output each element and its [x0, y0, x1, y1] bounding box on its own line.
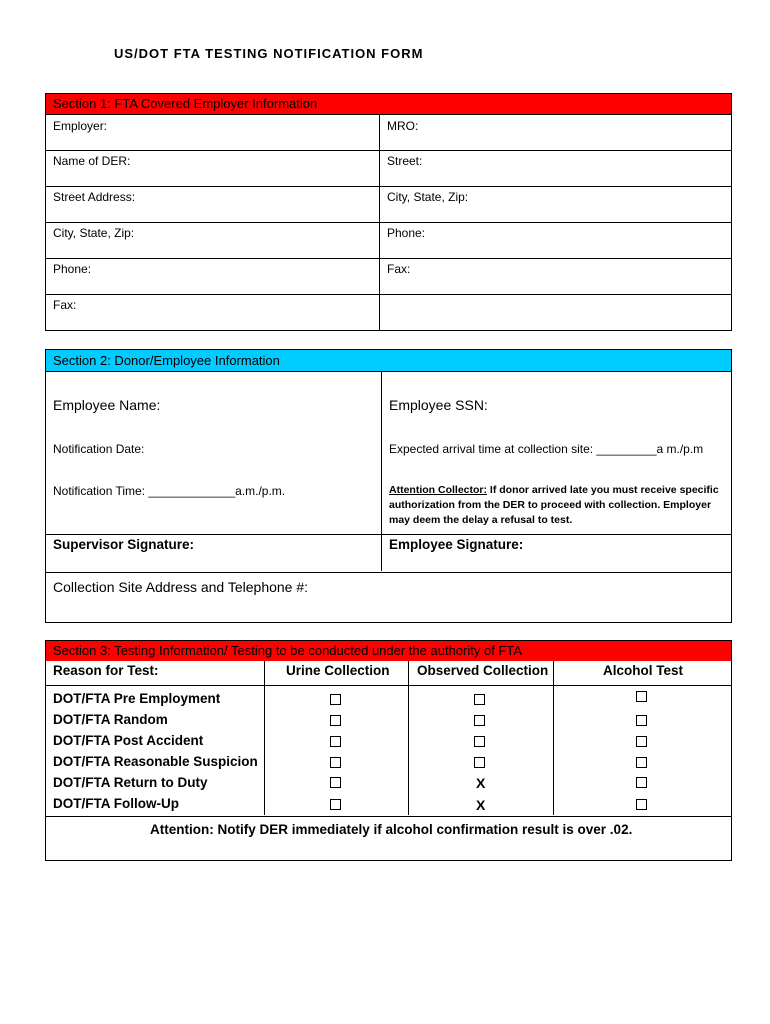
employee-ssn-field[interactable]: Employee SSN:	[389, 397, 488, 413]
attention-collector-note	[389, 483, 727, 528]
attention-collector-label: Attention Collector:	[389, 484, 487, 496]
col-urine: Urine Collection	[286, 663, 390, 678]
mro-field[interactable]: MRO:	[387, 119, 419, 133]
checkbox-observed-reasonable-suspicion[interactable]	[474, 757, 485, 768]
checkbox-observed-random[interactable]	[474, 715, 485, 726]
section3-col-line	[264, 661, 265, 815]
reason-follow-up: DOT/FTA Follow-Up	[53, 796, 179, 811]
reason-random: DOT/FTA Random	[53, 712, 168, 727]
employer-phone-field[interactable]: Phone:	[53, 262, 92, 276]
checkbox-urine-pre-employment[interactable]	[330, 694, 341, 705]
checkbox-urine-follow-up[interactable]	[330, 799, 341, 810]
expected-arrival-field[interactable]: Expected arrival time at collection site: _________a m./p.m	[389, 442, 704, 456]
checkbox-urine-random[interactable]	[330, 715, 341, 726]
checkbox-alcohol-follow-up[interactable]	[636, 799, 647, 810]
attention-collector-text: If donor arrived late you must receive specific authorization from the DER to proceed with collection. Employer may deem the delay a refusal to test.	[389, 484, 719, 526]
reason-reasonable-suspicion: DOT/FTA Reasonable Suspicion	[53, 754, 258, 769]
checkbox-alcohol-return-to-duty[interactable]	[636, 777, 647, 788]
reason-return-to-duty: DOT/FTA Return to Duty	[53, 775, 208, 790]
col-reason: Reason for Test:	[53, 663, 159, 678]
section2-donor-info	[45, 349, 732, 623]
col-alcohol: Alcohol Test	[603, 663, 684, 678]
checkbox-observed-post-accident[interactable]	[474, 736, 485, 747]
section2-row-site	[46, 534, 731, 535]
supervisor-signature-field[interactable]: Supervisor Signature:	[53, 537, 195, 552]
checkbox-observed-pre-employment[interactable]	[474, 694, 485, 705]
section1-header: Section 1: FTA Covered Employer Information	[46, 94, 731, 115]
section2-header: Section 2: Donor/Employee Information	[46, 350, 731, 372]
section3-col-line	[408, 661, 409, 815]
notification-time-field[interactable]: Notification Time: _____________a.m./p.m.	[53, 484, 286, 498]
mro-street-field[interactable]: Street:	[387, 154, 423, 168]
checkbox-alcohol-random[interactable]	[636, 715, 647, 726]
section1-divider	[379, 115, 380, 330]
employer-field[interactable]: Employer:	[53, 119, 108, 133]
employer-street-field[interactable]: Street Address:	[53, 190, 136, 204]
section3-col-line	[553, 661, 554, 815]
checkbox-urine-post-accident[interactable]	[330, 736, 341, 747]
employer-fax-field[interactable]: Fax:	[53, 298, 77, 312]
section3-testing-info	[45, 640, 732, 861]
der-name-field[interactable]: Name of DER:	[53, 154, 131, 168]
employee-name-field[interactable]: Employee Name:	[53, 397, 161, 413]
col-observed: Observed Collection	[417, 663, 549, 678]
checkbox-alcohol-reasonable-suspicion[interactable]	[636, 757, 647, 768]
reason-pre-employment: DOT/FTA Pre Employment	[53, 691, 221, 706]
checkbox-urine-reasonable-suspicion[interactable]	[330, 757, 341, 768]
mro-city-field[interactable]: City, State, Zip:	[387, 190, 469, 204]
checkbox-urine-return-to-duty[interactable]	[330, 777, 341, 788]
observed-return-to-duty-x: X	[476, 775, 486, 791]
section1-employer-info	[45, 93, 732, 331]
reason-post-accident: DOT/FTA Post Accident	[53, 733, 204, 748]
alcohol-attention-note: Attention: Notify DER immediately if alcohol confirmation result is over .02.	[150, 822, 633, 837]
section3-header-row	[46, 641, 731, 686]
employee-signature-field[interactable]: Employee Signature:	[389, 537, 524, 552]
observed-follow-up-x: X	[476, 797, 486, 813]
mro-phone-field[interactable]: Phone:	[387, 226, 426, 240]
form-title: US/DOT FTA TESTING NOTIFICATION FORM	[114, 46, 424, 61]
section3-header: Section 3: Testing Information/ Testing to be conducted under the authority of FTA	[46, 641, 731, 661]
notification-date-field[interactable]: Notification Date:	[53, 442, 145, 456]
mro-fax-field[interactable]: Fax:	[387, 262, 411, 276]
section2-divider	[381, 372, 382, 571]
employer-city-field[interactable]: City, State, Zip:	[53, 226, 135, 240]
collection-site-field[interactable]: Collection Site Address and Telephone #:	[53, 579, 309, 595]
checkbox-alcohol-pre-employment[interactable]	[636, 691, 647, 702]
checkbox-alcohol-post-accident[interactable]	[636, 736, 647, 747]
